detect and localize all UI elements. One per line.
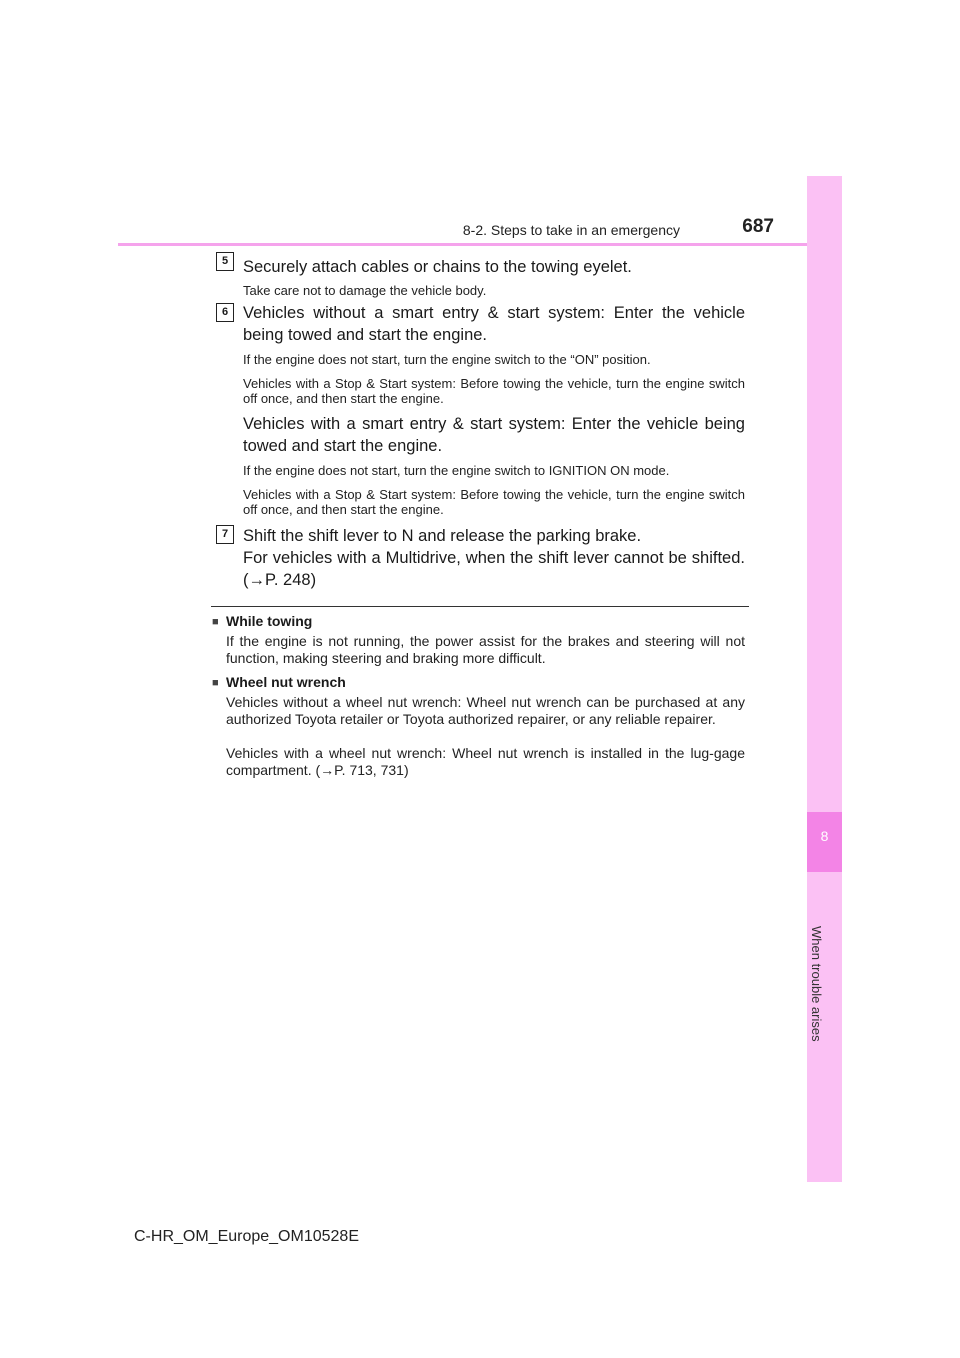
note-title-wheel-nut-wrench: Wheel nut wrench <box>226 674 346 690</box>
step-badge-7: 7 <box>216 525 234 544</box>
page-number: 687 <box>742 216 774 237</box>
square-bullet-icon: ■ <box>212 616 219 628</box>
note-title-while-towing: While towing <box>226 613 313 629</box>
note-body-wheel-nut-wrench-2: Vehicles with a wheel nut wrench: Wheel nut wrench is installed in the lug-gage compartment. (→P. 713, 731) <box>226 745 745 778</box>
step-badge-5: 5 <box>216 252 234 271</box>
square-bullet-icon: ■ <box>212 677 219 689</box>
note-body-wheel-nut-wrench-1: Vehicles without a wheel nut wrench: Wheel nut wrench can be purchased at any authorized Toyota retailer or Toyota authorized repairer, or any reliable repairer. <box>226 694 745 727</box>
step-6-note-b1: If the engine does not start, turn the engine switch to IGNITION ON mode. <box>243 463 670 478</box>
step-6-text-b: Vehicles with a smart entry & start system: Enter the vehicle being towed and start the engine. <box>243 415 745 455</box>
step-7-text: Shift the shift lever to N and release the parking brake. <box>243 527 642 545</box>
document-code: C-HR_OM_Europe_OM10528E <box>134 1228 359 1245</box>
chapter-title: When trouble arises <box>809 926 824 1042</box>
step-5-note: Take care not to damage the vehicle body. <box>243 283 487 298</box>
step-5-text: Securely attach cables or chains to the towing eyelet. <box>243 258 632 276</box>
note-body-while-towing: If the engine is not running, the power assist for the brakes and steering will not function, making steering and braking more difficult. <box>226 633 745 666</box>
chapter-number: 8 <box>820 828 829 844</box>
section-divider <box>211 606 749 607</box>
section-title: 8-2. Steps to take in an emergency <box>462 222 680 238</box>
header-rule <box>118 243 842 246</box>
step-6-text-a: Vehicles without a smart entry & start system: Enter the vehicle being towed and start the engine. <box>243 304 745 344</box>
step-badge-6: 6 <box>216 303 234 322</box>
step-7-text-2: For vehicles with a Multidrive, when the shift lever cannot be shifted. (→P. 248) <box>243 549 745 589</box>
step-6-note-b2: Vehicles with a Stop & Start system: Before towing the vehicle, turn the engine switch off once, and then start the engine. <box>243 487 745 517</box>
step-6-note-a2: Vehicles with a Stop & Start system: Before towing the vehicle, turn the engine switch off once, and then start the engine. <box>243 376 745 406</box>
step-6-note-a1: If the engine does not start, turn the engine switch to the “ON” position. <box>243 352 651 367</box>
